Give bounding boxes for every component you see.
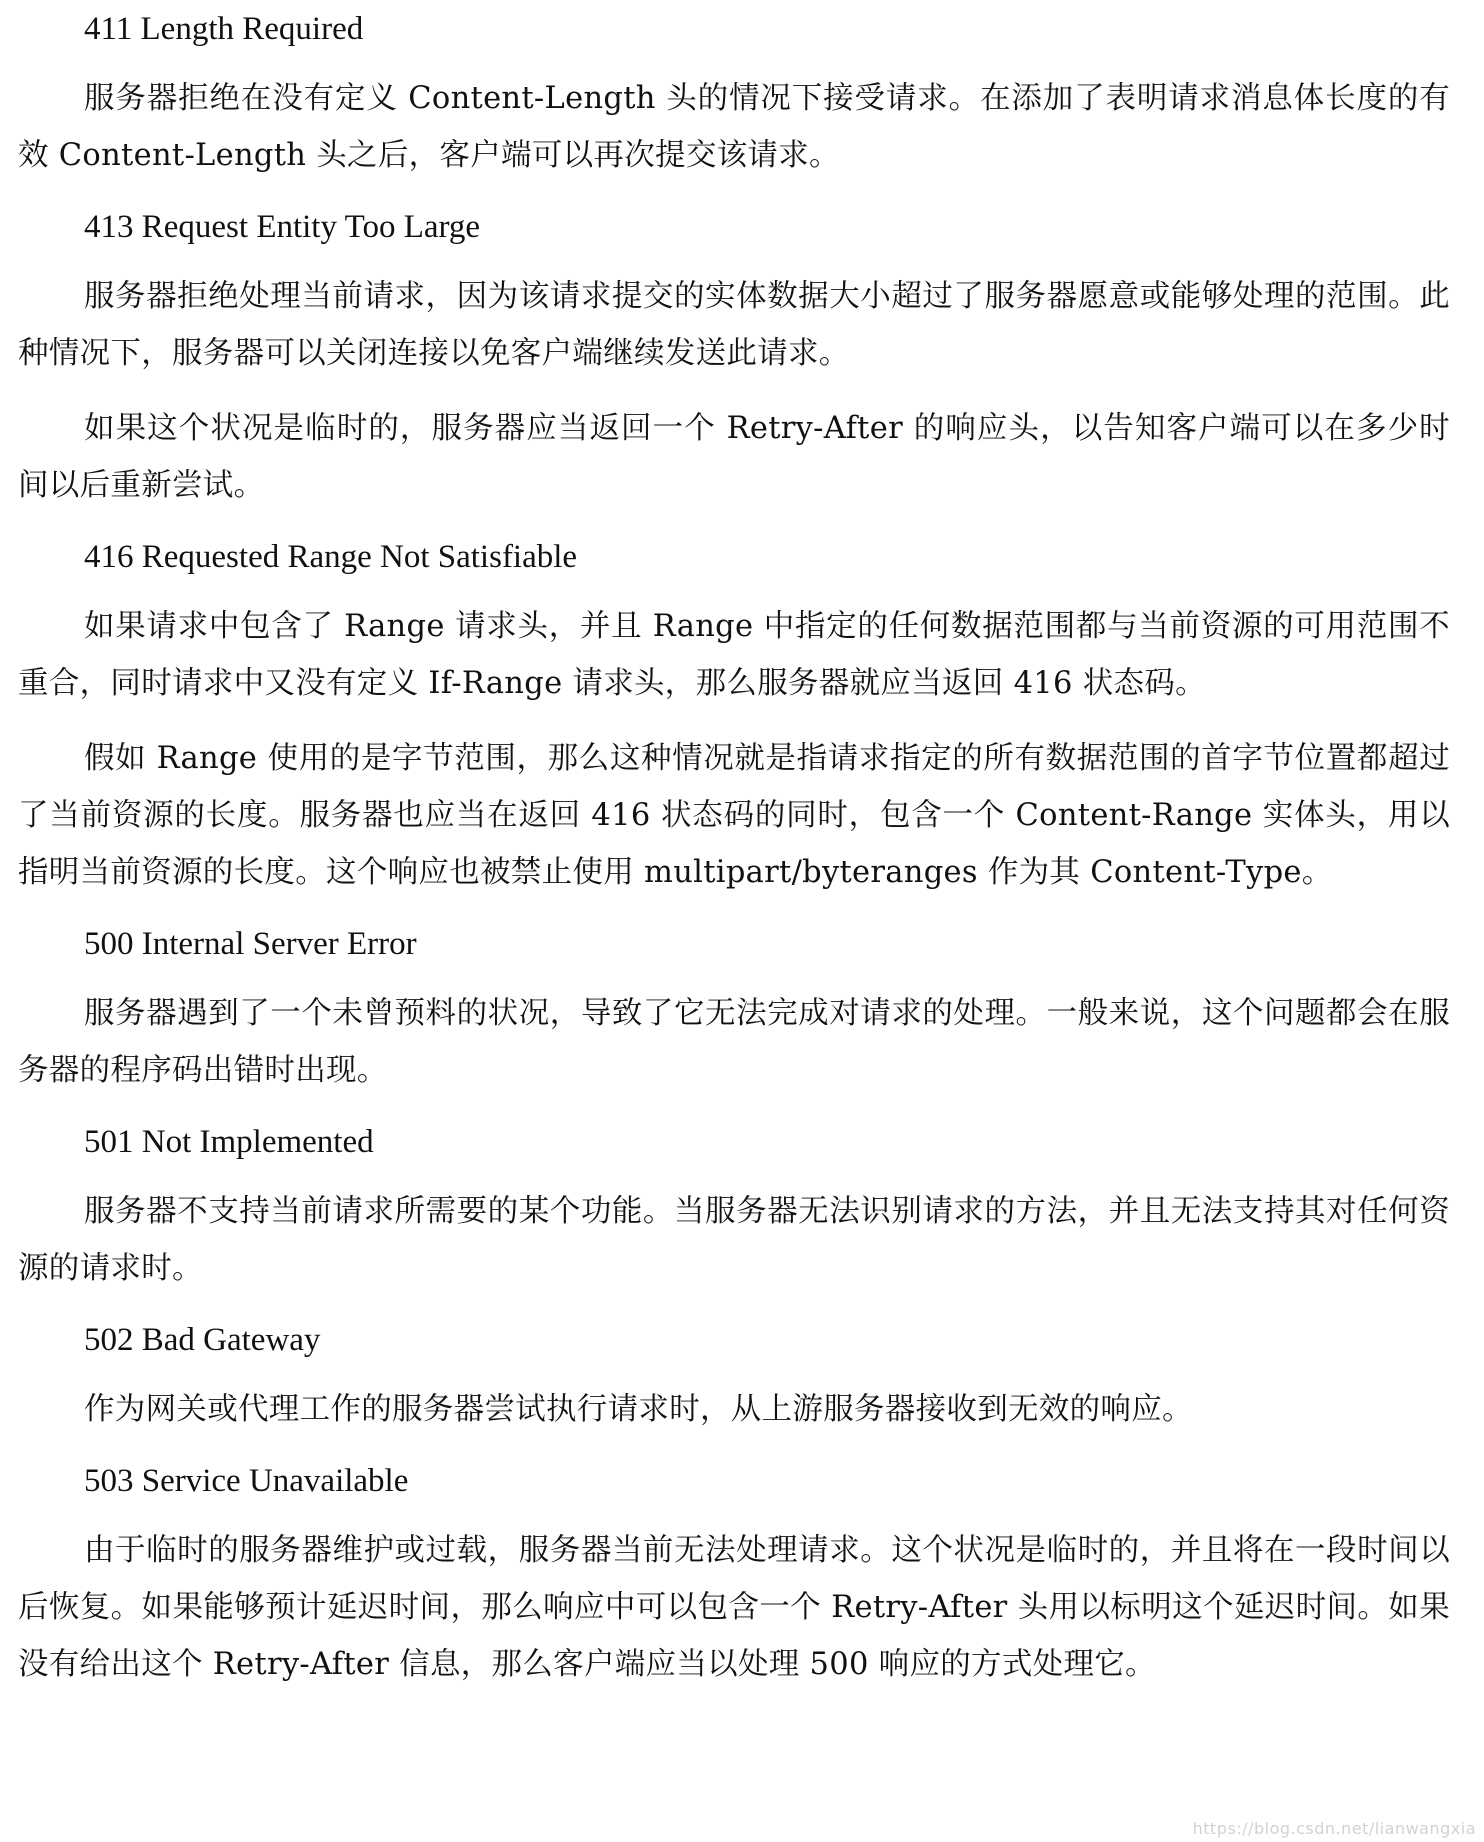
section-416-paragraph-2: 假如 Range 使用的是字节范围，那么这种情况就是指请求指定的所有数据范围的首字节位置都超过了当前资源的长度。服务器也应当在返回 416 状态码的同时，包含一个 Content-Range 实体头，用以指明当前资源的长度。这个响应也被禁止使用 multipart/byteranges 作为其 Content-Type。	[18, 741, 1450, 890]
document-page	[18, 8, 1450, 1693]
section-413-paragraph-1: 服务器拒绝处理当前请求，因为该请求提交的实体数据大小超过了服务器愿意或能够处理的范围。此种情况下，服务器可以关闭连接以免客户端继续发送此请求。	[18, 279, 1450, 371]
section-502-paragraph-1: 作为网关或代理工作的服务器尝试执行请求时，从上游服务器接收到无效的响应。	[84, 1392, 1193, 1427]
watermark-url: https://blog.csdn.net/lianwangxia	[1192, 1819, 1476, 1838]
section-416-paragraph-1: 如果请求中包含了 Range 请求头，并且 Range 中指定的任何数据范围都与当前资源的可用范围不重合，同时请求中又没有定义 If-Range 请求头，那么服务器就应当返回 416 状态码。	[18, 609, 1450, 701]
section-503-paragraph-1: 由于临时的服务器维护或过载，服务器当前无法处理请求。这个状况是临时的，并且将在一段时间以后恢复。如果能够预计延迟时间，那么响应中可以包含一个 Retry-After 头用以标明这个延迟时间。如果没有给出这个 Retry-After 信息，那么客户端应当以处理 500 响应的方式处理它。	[18, 1533, 1450, 1682]
section-411-paragraph-1: 服务器拒绝在没有定义 Content-Length 头的情况下接受请求。在添加了表明请求消息体长度的有效 Content-Length 头之后，客户端可以再次提交该请求。	[18, 81, 1450, 173]
section-title-413: 413 Request Entity Too Large	[84, 209, 481, 245]
section-title-502: 502 Bad Gateway	[84, 1322, 321, 1358]
section-title-503: 503 Service Unavailable	[84, 1463, 409, 1499]
section-413-paragraph-2: 如果这个状况是临时的，服务器应当返回一个 Retry-After 的响应头，以告知客户端可以在多少时间以后重新尝试。	[18, 411, 1450, 503]
section-title-501: 501 Not Implemented	[84, 1124, 374, 1160]
section-title-411: 411 Length Required	[84, 11, 364, 47]
section-501-paragraph-1: 服务器不支持当前请求所需要的某个功能。当服务器无法识别请求的方法，并且无法支持其对任何资源的请求时。	[18, 1194, 1450, 1286]
section-title-416: 416 Requested Range Not Satisfiable	[84, 539, 578, 575]
section-500-paragraph-1: 服务器遇到了一个未曾预料的状况，导致了它无法完成对请求的处理。一般来说，这个问题都会在服务器的程序码出错时出现。	[18, 996, 1450, 1088]
section-title-500: 500 Internal Server Error	[84, 926, 417, 962]
